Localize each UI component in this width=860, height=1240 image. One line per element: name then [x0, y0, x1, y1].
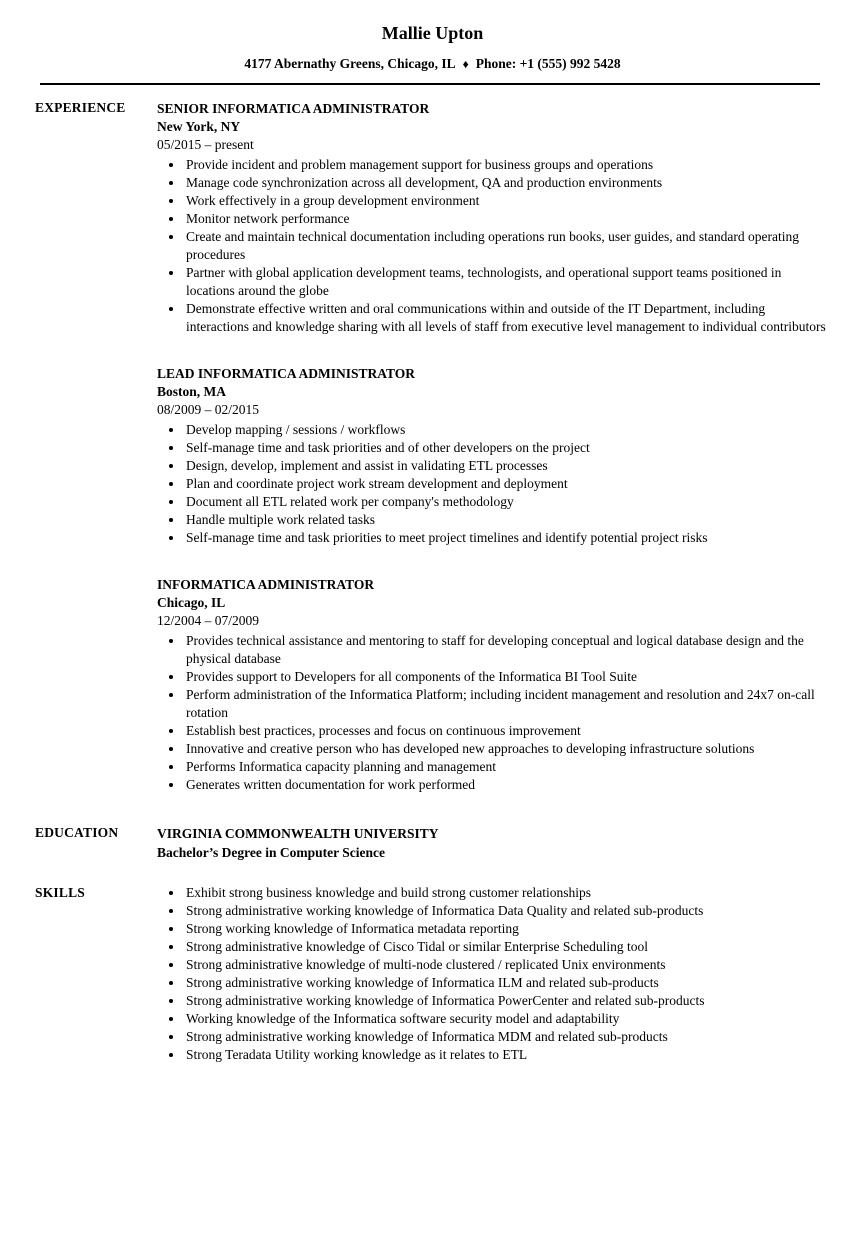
- address-text: 4177 Abernathy Greens, Chicago, IL: [244, 56, 456, 71]
- education-degree: Bachelor’s Degree in Computer Science: [157, 845, 385, 860]
- skills-section-label: SKILLS: [35, 885, 85, 900]
- bullet-item: • Exhibit strong business knowledge and build strong customer relationships: [184, 884, 830, 902]
- skills-bullet-list: [157, 884, 830, 1064]
- job-location: Chicago, IL: [157, 595, 226, 610]
- bullet-item: • Generates written documentation for work performed: [184, 776, 830, 794]
- bullet-item: • Strong administrative knowledge of multi-node clustered / replicated Unix environments: [184, 956, 830, 974]
- job-entry-informatica-administrator: [157, 575, 830, 794]
- job-dates: 08/2009 – 02/2015: [157, 402, 260, 417]
- job-location: Boston, MA: [157, 384, 227, 399]
- bullet-item: • Handle multiple work related tasks: [184, 511, 830, 529]
- education-content: [157, 824, 830, 862]
- skills-content: [157, 884, 830, 1064]
- job-dates: 12/2004 – 07/2009: [157, 613, 260, 628]
- bullet-item: • Demonstrate effective written and oral communications within and outside of the IT Department, including interactions and knowledge sharing with all levels of staff from executive level management to individual contributors: [184, 300, 830, 336]
- bullet-item: • Strong Teradata Utility working knowledge as it relates to ETL: [184, 1046, 830, 1064]
- bullet-item: • Provides support to Developers for all components of the Informatica BI Tool Suite: [184, 668, 830, 686]
- bullet-item: • Provide incident and problem management support for business groups and operations: [184, 156, 830, 174]
- job-title: LEAD INFORMATICA ADMINISTRATOR: [157, 366, 416, 381]
- job-dates: 05/2015 – present: [157, 137, 254, 152]
- education-school: VIRGINIA COMMONWEALTH UNIVERSITY: [157, 826, 439, 841]
- contact-line: [35, 55, 830, 73]
- phone-text: Phone: +1 (555) 992 5428: [475, 56, 621, 71]
- job-bullet-list: [157, 632, 830, 794]
- education-section-label: EDUCATION: [35, 825, 119, 840]
- bullet-item: • Monitor network performance: [184, 210, 830, 228]
- bullet-item: • Plan and coordinate project work stream development and deployment: [184, 475, 830, 493]
- bullet-item: • Strong administrative working knowledge of Informatica Data Quality and related sub-products: [184, 902, 830, 920]
- bullet-item: • Working knowledge of the Informatica software security model and adaptability: [184, 1010, 830, 1028]
- experience-section-label: EXPERIENCE: [35, 100, 126, 115]
- job-bullet-list: [157, 421, 830, 547]
- job-bullet-list: [157, 156, 830, 336]
- experience-section: [35, 99, 830, 794]
- job-title: INFORMATICA ADMINISTRATOR: [157, 577, 375, 592]
- diamond-icon: ♦: [462, 57, 469, 71]
- bullet-item: • Manage code synchronization across all development, QA and production environments: [184, 174, 830, 192]
- bullet-item: • Self-manage time and task priorities to meet project timelines and identify potential project risks: [184, 529, 830, 547]
- bullet-item: • Innovative and creative person who has developed new approaches to developing infrastructure solutions: [184, 740, 830, 758]
- job-entry-senior-informatica-administrator: [157, 99, 830, 336]
- bullet-item: • Create and maintain technical documentation including operations run books, user guides, and standard operating procedures: [184, 228, 830, 264]
- skills-section: [35, 884, 830, 1064]
- bullet-item: • Provides technical assistance and mentoring to staff for developing conceptual and logical database design and the physical database: [184, 632, 830, 668]
- bullet-item: • Develop mapping / sessions / workflows: [184, 421, 830, 439]
- bullet-item: • Self-manage time and task priorities and of other developers on the project: [184, 439, 830, 457]
- job-entry-lead-informatica-administrator: [157, 364, 830, 547]
- header-divider: [40, 83, 820, 85]
- experience-content: [157, 99, 830, 794]
- bullet-item: • Work effectively in a group development environment: [184, 192, 830, 210]
- bullet-item: • Establish best practices, processes and focus on continuous improvement: [184, 722, 830, 740]
- job-title: SENIOR INFORMATICA ADMINISTRATOR: [157, 101, 430, 116]
- bullet-item: • Strong administrative working knowledge of Informatica ILM and related sub-products: [184, 974, 830, 992]
- bullet-item: • Strong working knowledge of Informatica metadata reporting: [184, 920, 830, 938]
- bullet-item: • Partner with global application development teams, technologists, and operational support teams positioned in locations around the globe: [184, 264, 830, 300]
- bullet-item: • Document all ETL related work per company's methodology: [184, 493, 830, 511]
- bullet-item: • Performs Informatica capacity planning and management: [184, 758, 830, 776]
- bullet-item: • Perform administration of the Informatica Platform; including incident management and resolution and 24x7 on-call rotation: [184, 686, 830, 722]
- person-name: Mallie Upton: [381, 23, 484, 43]
- bullet-item: • Strong administrative knowledge of Cisco Tidal or similar Enterprise Scheduling tool: [184, 938, 830, 956]
- education-section: [35, 824, 830, 862]
- bullet-item: • Strong administrative working knowledge of Informatica PowerCenter and related sub-products: [184, 992, 830, 1010]
- bullet-item: • Design, develop, implement and assist in validating ETL processes: [184, 457, 830, 475]
- bullet-item: • Strong administrative working knowledge of Informatica MDM and related sub-products: [184, 1028, 830, 1046]
- job-location: New York, NY: [157, 119, 241, 134]
